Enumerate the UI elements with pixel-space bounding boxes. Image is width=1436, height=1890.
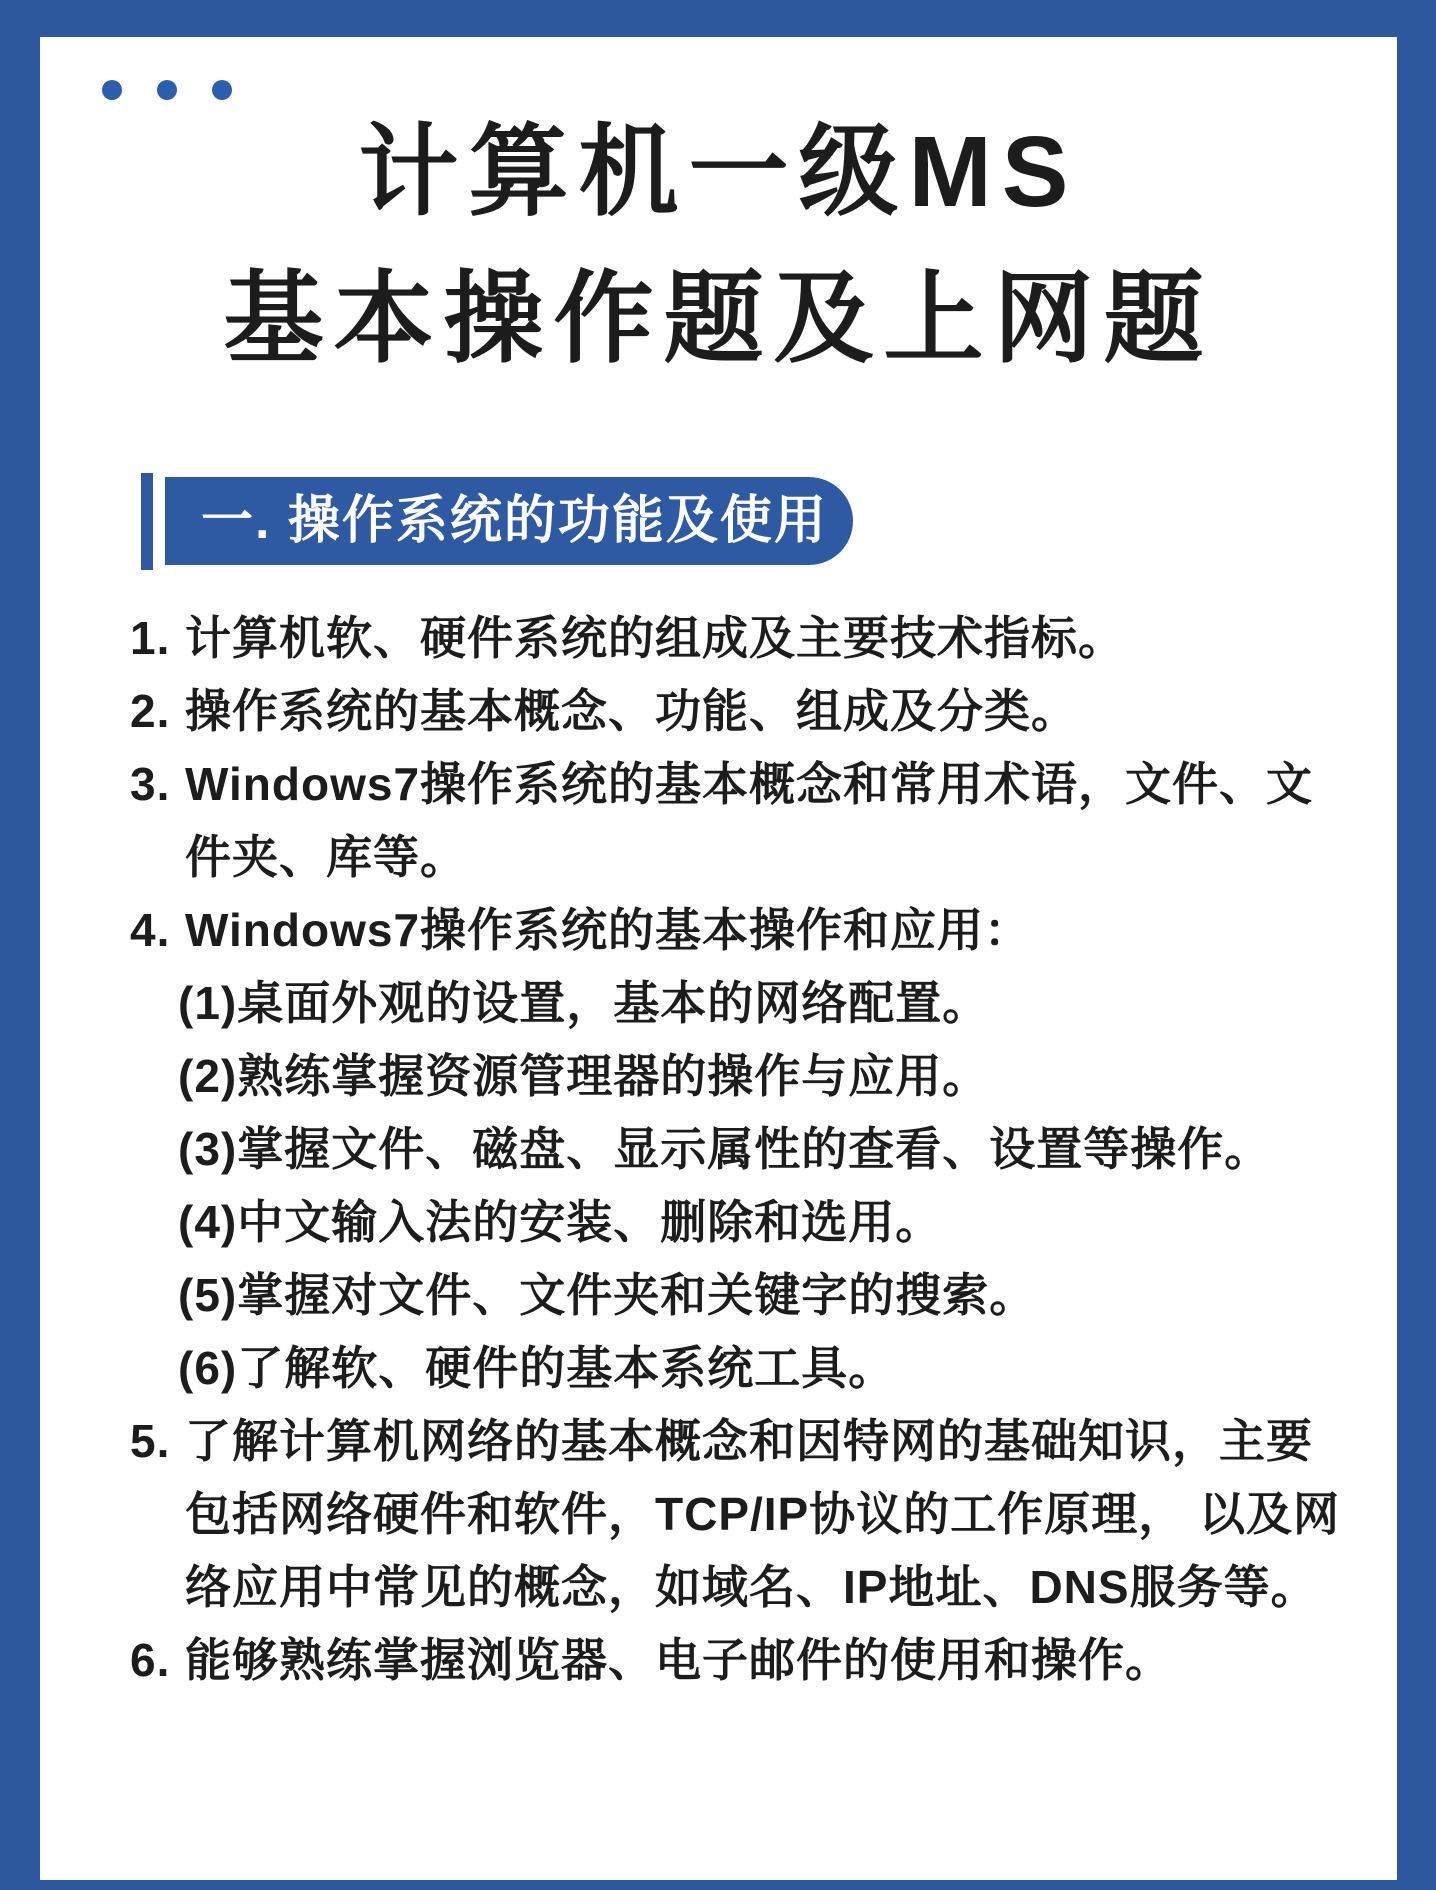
- list-item-continuation: [130, 1551, 1355, 1624]
- list-item-continuation: [130, 1478, 1355, 1551]
- sub-list-item: [130, 967, 1355, 1040]
- page-title-line2: 基本操作题及上网题: [223, 263, 1214, 375]
- list-item-text: 络应用中常见的概念，如域名、IP地址、DNS服务等。: [185, 1561, 1318, 1613]
- section-title-band: [165, 477, 853, 565]
- list-item-number: 6.: [130, 1634, 171, 1686]
- list-item-number: 2.: [130, 685, 171, 737]
- list-item: [130, 1624, 1355, 1697]
- list-item: [130, 748, 1355, 821]
- sub-list-item-text: (1)桌面外观的设置，基本的网络配置。: [178, 977, 990, 1029]
- list-item: [130, 1405, 1355, 1478]
- sub-list-item-text: (3)掌握文件、磁盘、显示属性的查看、设置等操作。: [178, 1123, 1272, 1175]
- dot-icon: [102, 80, 122, 100]
- list-item-number: 3.: [130, 758, 171, 810]
- sub-list-item: [130, 1186, 1355, 1259]
- sub-list-item-text: (5)掌握对文件、文件夹和关键字的搜索。: [178, 1269, 1037, 1321]
- list-item-text: 包括网络硬件和软件，TCP/IP协议的工作原理， 以及网: [185, 1488, 1341, 1540]
- page-title: [40, 99, 1397, 393]
- list-item: [130, 894, 1355, 967]
- dot-icon: [157, 80, 177, 100]
- list-item-text: 能够熟练掌握浏览器、电子邮件的使用和操作。: [185, 1634, 1172, 1686]
- sub-list-item: [130, 1259, 1355, 1332]
- sub-list-item: [130, 1040, 1355, 1113]
- list-item: [130, 602, 1355, 675]
- list-item-text: 了解计算机网络的基本概念和因特网的基础知识，主要: [185, 1415, 1313, 1467]
- list-item-continuation: [130, 821, 1355, 894]
- sub-list-item: [130, 1332, 1355, 1405]
- sub-list-item-text: (4)中文输入法的安装、删除和选用。: [178, 1196, 943, 1248]
- list-item-number: 4.: [130, 904, 171, 956]
- list-item-number: 1.: [130, 612, 171, 664]
- sub-list-item: [130, 1113, 1355, 1186]
- list-item-text: 件夹、库等。: [185, 831, 467, 883]
- list-item: [130, 675, 1355, 748]
- section-title: 一. 操作系统的功能及使用: [201, 492, 828, 550]
- list-item-text: 计算机软、硬件系统的组成及主要技术指标。: [185, 612, 1125, 664]
- sub-list-item-text: (2)熟练掌握资源管理器的操作与应用。: [178, 1050, 990, 1102]
- section-accent-bar: [141, 473, 153, 570]
- section-header: [40, 473, 1397, 565]
- sub-list-item-text: (6)了解软、硬件的基本系统工具。: [178, 1342, 896, 1394]
- content-card: [40, 37, 1397, 1880]
- list-item-text: 操作系统的基本概念、功能、组成及分类。: [185, 685, 1078, 737]
- dot-icon: [212, 80, 232, 100]
- list-item-text: Windows7操作系统的基本概念和常用术语，文件、文: [185, 758, 1314, 810]
- page-title-line1: 计算机一级MS: [358, 116, 1079, 228]
- decorative-dots: [102, 80, 232, 100]
- list-item-number: 5.: [130, 1415, 171, 1467]
- topic-list: [130, 602, 1355, 1697]
- list-item-text: Windows7操作系统的基本操作和应用：: [185, 904, 1032, 956]
